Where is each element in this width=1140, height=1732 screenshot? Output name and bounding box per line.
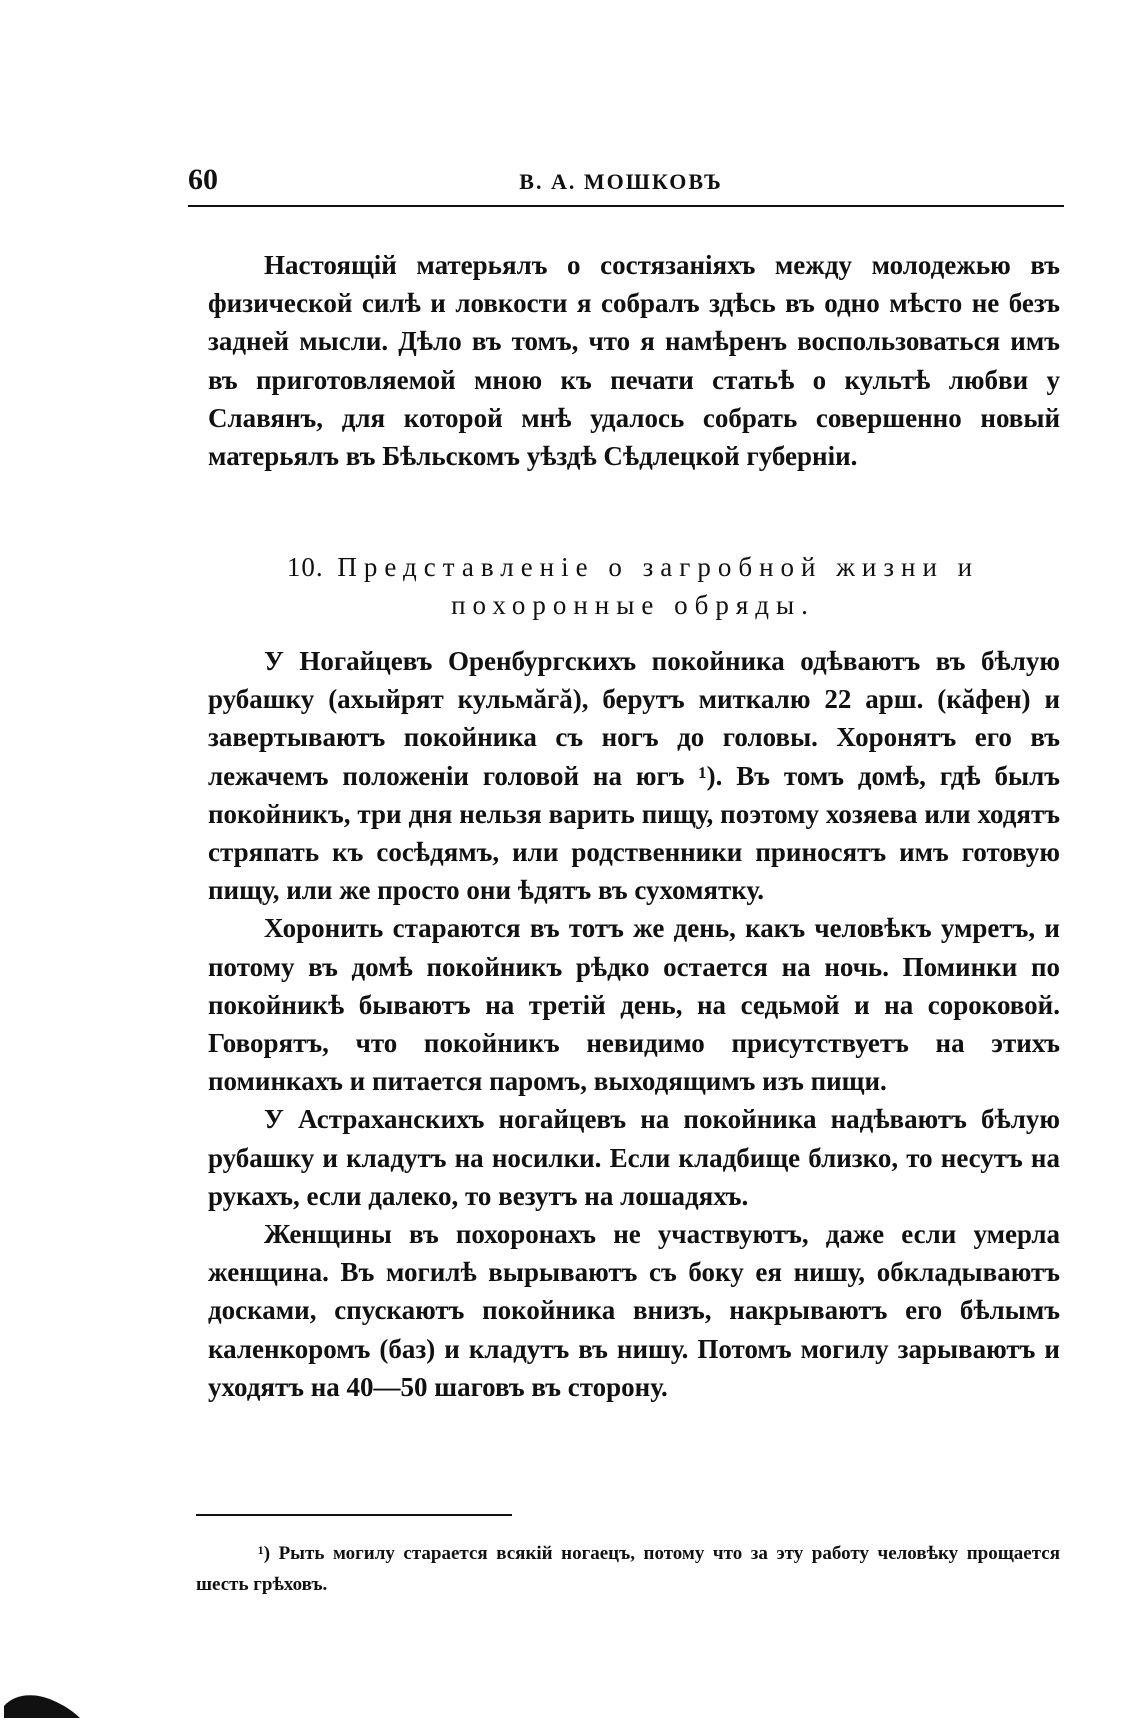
section-title: Представленіе о загробной жизни и похоронные обряды.: [337, 552, 980, 620]
footnote-rule: [196, 1514, 512, 1516]
header-rule: [188, 205, 1064, 207]
footnote: [196, 1538, 1060, 1600]
section-heading: [200, 548, 1066, 624]
page-header: [188, 160, 1054, 200]
page-number: 60: [188, 163, 218, 196]
body-paragraph: У Ногайцевъ Оренбургскихъ покойника одѣваютъ въ бѣлую рубашку (ахыйрят кульмăгă), берутъ миткалю 22 арш. (кăфен) и завертываютъ покойника съ ногъ до головы. Хоронятъ его въ лежачемъ положеніи головой на югъ ¹). Въ томъ домѣ, гдѣ былъ покойникъ, три дня нельзя варить пищу, поэтому хозяева или ходятъ стряпать къ сосѣдямъ, или родственники приносятъ имъ готовую пищу, или же просто они ѣдятъ въ сухомятку.: [208, 646, 1060, 906]
running-head: В. А. МОШКОВЪ: [519, 169, 723, 194]
intro-block: [208, 246, 1060, 475]
body-paragraph: Женщины въ похоронахъ не участвуютъ, даже если умерла женщина. Въ могилѣ вырываютъ съ боку ея нишу, обкладываютъ досками, спускаютъ покойника внизъ, накрываютъ его бѣлымъ каленкоромъ (баз) и кладутъ въ нишу. Потомъ могилу зарываютъ и уходятъ на 40—50 шаговъ въ сторону.: [208, 1219, 1060, 1402]
footnote-text: ¹) Рыть могилу старается всякій ногаецъ, потому что за эту работу человѣку прощается шесть грѣховъ.: [196, 1543, 1060, 1595]
intro-paragraph: Настоящій матерьялъ о состязаніяхъ между молодежью въ физической силѣ и ловкости я собралъ здѣсь въ одно мѣсто не безъ задней мысли. Дѣло въ томъ, что я намѣренъ воспользоваться имъ въ приготовляемой мною къ печати статьѣ о культѣ любви у Славянъ, для которой мнѣ удалось собрать совершенно новый матерьялъ въ Бѣльскомъ уѣздѣ Сѣдлецкой губерніи.: [208, 250, 1060, 472]
body-paragraph: Хоронить стараются въ тотъ же день, какъ человѣкъ умретъ, и потому въ домѣ покойникъ рѣдко остается на ночь. Поминки по покойникѣ бываютъ на третій день, на седьмой и на сороковой. Говорятъ, что покойникъ невидимо присутствуетъ на этихъ поминкахъ и питается паромъ, выходящимъ изъ пищи.: [208, 913, 1060, 1097]
body-text: [208, 642, 1060, 1406]
scan-edge-mark: [4, 1688, 80, 1718]
body-paragraph: У Астраханскихъ ногайцевъ на покойника надѣваютъ бѣлую рубашку и кладутъ на носилки. Если кладбище близко, то несутъ на рукахъ, если далеко, то везутъ на лошадяхъ.: [208, 1104, 1060, 1211]
section-number: 10.: [286, 552, 324, 582]
